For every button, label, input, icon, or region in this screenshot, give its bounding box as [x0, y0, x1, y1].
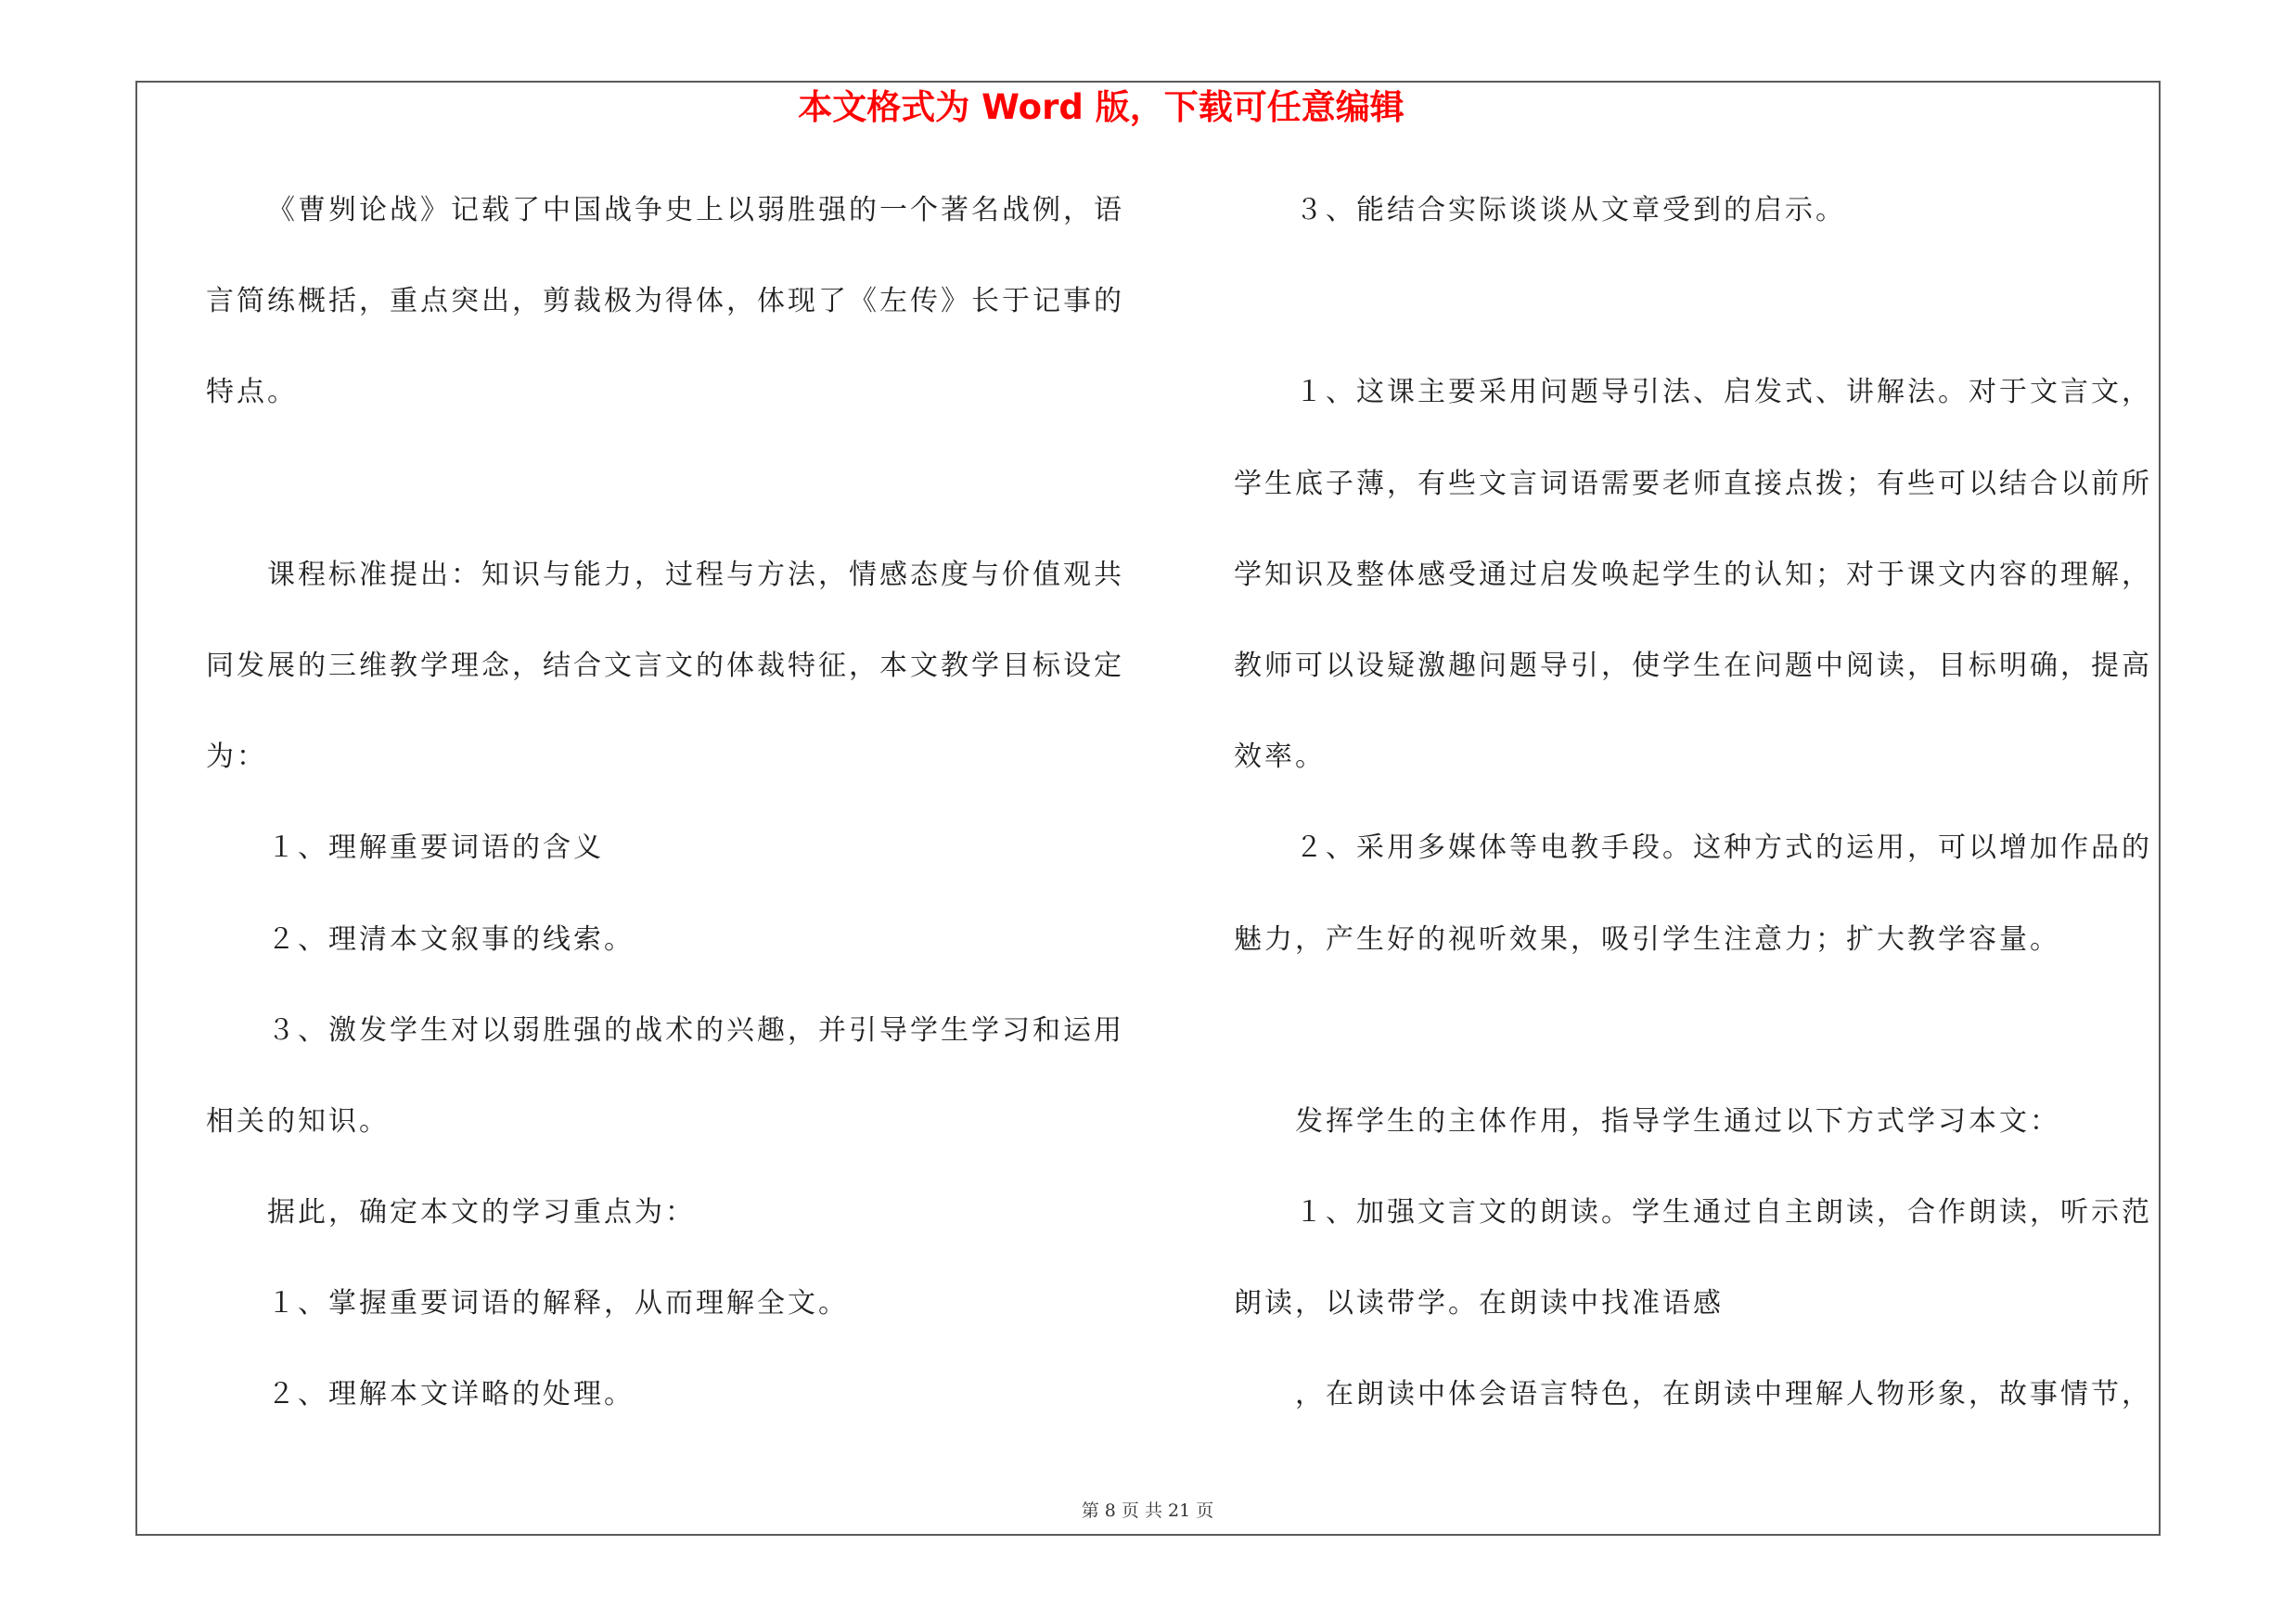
paragraph	[206, 985, 1129, 1167]
text-line: 特点。	[206, 376, 298, 409]
paragraph	[1234, 1076, 2157, 1167]
paragraph	[1234, 1167, 2157, 1349]
text-line: ２、理清本文叙事的线索。	[267, 922, 635, 956]
right-column	[1234, 165, 2157, 1441]
text-line: 教师可以设疑激趣问题导引，使学生在问题中阅读，目标明确，提高	[1234, 649, 2152, 682]
text-line: 魅力，产生好的视听效果，吸引学生注意力；扩大教学容量。	[1234, 922, 2060, 956]
blank-line	[1234, 256, 2157, 347]
paragraph	[206, 1167, 1129, 1258]
text-line: ，在朗读中体会语言特色，在朗读中理解人物形象，故事情节，	[1295, 1378, 2152, 1411]
paragraph	[1234, 165, 2157, 256]
paragraph	[206, 165, 1129, 439]
paragraph	[1234, 1349, 2157, 1440]
left-column	[206, 165, 1129, 1441]
format-notice: 本文格式为 Word 版，下载可任意编辑	[798, 87, 1405, 127]
text-line: 发挥学生的主体作用，指导学生通过以下方式学习本文：	[1295, 1104, 2060, 1138]
text-line: 言简练概括，重点突出，剪裁极为得体，体现了《左传》长于记事的	[206, 285, 1124, 318]
paragraph	[206, 1349, 1129, 1440]
text-line: 为：	[206, 741, 267, 774]
page-number: 第 8 页 共 21 页	[1081, 1501, 1214, 1521]
paragraph	[206, 895, 1129, 985]
text-line: 据此，确定本文的学习重点为：	[267, 1196, 696, 1230]
text-line: ３、激发学生对以弱胜强的战术的兴趣，并引导学生学习和运用	[267, 1013, 1124, 1047]
text-line: 《曹刿论战》记载了中国战争史上以弱胜强的一个著名战例，语	[267, 194, 1124, 226]
text-line: 同发展的三维教学理念，结合文言文的体裁特征，本文教学目标设定	[206, 649, 1124, 682]
paragraph	[206, 1258, 1129, 1349]
blank-line	[206, 439, 1129, 530]
paragraph	[206, 530, 1129, 804]
text-line: １、这课主要采用问题导引法、启发式、讲解法。对于文言文，	[1295, 376, 2152, 409]
text-line: 学知识及整体感受通过启发唤起学生的认知；对于课文内容的理解，	[1234, 558, 2152, 591]
text-line: ２、采用多媒体等电教手段。这种方式的运用，可以增加作品的	[1295, 831, 2152, 865]
paragraph	[1234, 803, 2157, 985]
text-line: 朗读，以读带学。在朗读中找准语感	[1234, 1287, 1724, 1320]
text-line: 课程标准提出：知识与能力，过程与方法，情感态度与价值观共	[267, 558, 1124, 591]
blank-line	[1234, 985, 2157, 1076]
text-line: 学生底子薄，有些文言词语需要老师直接点拨；有些可以结合以前所	[1234, 467, 2152, 500]
text-line: １、理解重要词语的含义	[267, 831, 604, 865]
text-line: ３、能结合实际谈谈从文章受到的启示。	[1295, 194, 1846, 226]
text-line: 效率。	[1234, 741, 1326, 774]
text-line: １、掌握重要词语的解释，从而理解全文。	[267, 1287, 849, 1320]
paragraph	[1234, 347, 2157, 803]
text-line: 相关的知识。	[206, 1104, 390, 1138]
text-line: ２、理解本文详略的处理。	[267, 1378, 635, 1411]
paragraph	[206, 803, 1129, 894]
text-line: １、加强文言文的朗读。学生通过自主朗读，合作朗读，听示范	[1295, 1196, 2152, 1230]
